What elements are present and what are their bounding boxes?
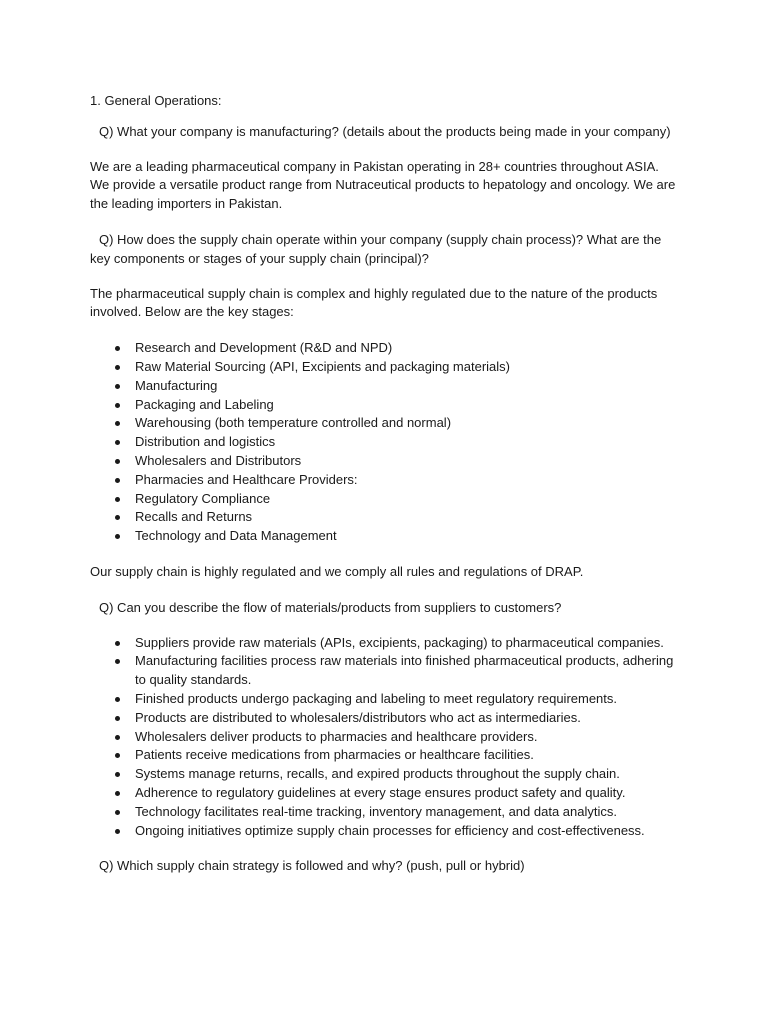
list-item: Technology facilitates real-time tracking, inventory management, and data analytics. bbox=[90, 803, 680, 822]
list-item: Technology and Data Management bbox=[90, 527, 680, 546]
question-supply-chain-process: Q) How does the supply chain operate within your company (supply chain process)? What are the key components or stages of your supply chain (principal)? bbox=[90, 231, 662, 266]
supply-chain-intro: The pharmaceutical supply chain is complex and highly regulated due to the nature of the products involved. Below are the key stages: bbox=[90, 285, 658, 320]
material-flow-list bbox=[90, 634, 680, 841]
list-item: Raw Material Sourcing (API, Excipients and packaging materials) bbox=[90, 358, 680, 377]
list-item: Products are distributed to wholesalers/distributors who act as intermediaries. bbox=[90, 709, 680, 728]
list-item: Distribution and logistics bbox=[90, 433, 680, 452]
list-item: Manufacturing facilities process raw materials into finished pharmaceutical products, adhering to quality standards. bbox=[90, 652, 680, 690]
document-page bbox=[90, 92, 680, 892]
list-item: Recalls and Returns bbox=[90, 508, 680, 527]
list-item: Finished products undergo packaging and labeling to meet regulatory requirements. bbox=[90, 690, 680, 709]
list-item: Patients receive medications from pharmacies or healthcare facilities. bbox=[90, 746, 680, 765]
list-item: Systems manage returns, recalls, and expired products throughout the supply chain. bbox=[90, 765, 680, 784]
list-item: Manufacturing bbox=[90, 377, 680, 396]
key-stages-list bbox=[90, 339, 680, 546]
list-item: Regulatory Compliance bbox=[90, 490, 680, 509]
list-item: Pharmacies and Healthcare Providers: bbox=[90, 471, 680, 490]
supply-chain-closing: Our supply chain is highly regulated and we comply all rules and regulations of DRAP. bbox=[90, 563, 584, 579]
list-item: Warehousing (both temperature controlled and normal) bbox=[90, 414, 680, 433]
question-products: Q) What your company is manufacturing? (details about the products being made in your company) bbox=[99, 123, 671, 139]
list-item: Wholesalers and Distributors bbox=[90, 452, 680, 471]
list-item: Ongoing initiatives optimize supply chain processes for efficiency and cost-effectiveness. bbox=[90, 822, 680, 841]
answer-products: We are a leading pharmaceutical company in Pakistan operating in 28+ countries throughout ASIA. We provide a versatile product range from Nutraceutical products to hepatology and oncology. We are the leading importers in Pakistan. bbox=[90, 158, 676, 212]
question-strategy: Q) Which supply chain strategy is followed and why? (push, pull or hybrid) bbox=[99, 858, 525, 874]
list-item: Wholesalers deliver products to pharmacies and healthcare providers. bbox=[90, 728, 680, 747]
list-item: Packaging and Labeling bbox=[90, 396, 680, 415]
list-item: Adherence to regulatory guidelines at every stage ensures product safety and quality. bbox=[90, 784, 680, 803]
section-heading: 1. General Operations: bbox=[90, 93, 222, 108]
list-item: Research and Development (R&D and NPD) bbox=[90, 339, 680, 358]
question-material-flow: Q) Can you describe the flow of materials/products from suppliers to customers? bbox=[99, 599, 562, 615]
list-item: Suppliers provide raw materials (APIs, excipients, packaging) to pharmaceutical companies. bbox=[90, 634, 680, 653]
